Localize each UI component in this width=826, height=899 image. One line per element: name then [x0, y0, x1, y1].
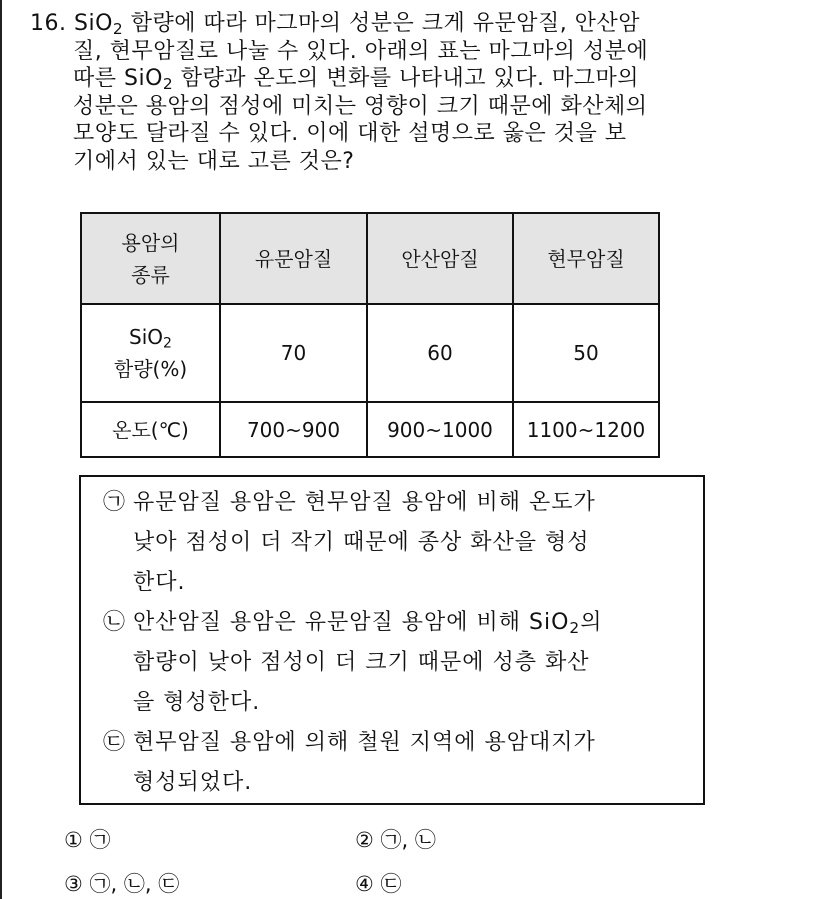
choice-3[interactable]: ③ ㉠, ㉡, ㉢ [64, 872, 180, 896]
table-cell: 50 [513, 304, 659, 402]
table-row [81, 304, 659, 402]
table-cell: 1100~1200 [513, 402, 659, 457]
table-cell: 70 [220, 304, 367, 402]
question-line: 기에서 있는 대로 고른 것은? [73, 148, 355, 174]
magma-table [80, 212, 660, 458]
table-row-label: 온도(℃) [81, 402, 220, 457]
table-row-label: SiO$_2$ 함량(%) [81, 304, 220, 402]
table-cell: 700~900 [220, 402, 367, 457]
statement-text: 유문암질 용암은 현무암질 용암에 비해 온도가 낮아 점성이 더 작기 때문에 종상 화산을 형성 한다. [133, 490, 596, 595]
table-header-cell: 유문암질 [220, 213, 367, 304]
statement-b [103, 603, 703, 723]
table-row [81, 402, 659, 457]
statement-marker: ㉠ [103, 490, 127, 515]
table-header-label: 용암의 종류 [81, 213, 220, 304]
table-cell: 900~1000 [367, 402, 513, 457]
choice-2[interactable]: ② ㉠, ㉡ [355, 828, 436, 852]
question-line: 성분은 용암의 점성에 미치는 영향이 크기 때문에 화산체의 [73, 93, 648, 119]
question-line: 따른 SiO$_2$ 함량과 온도의 변화를 나타내고 있다. 마그마의 [73, 66, 639, 93]
statements-box [79, 475, 705, 805]
question-line: 모양도 달라질 수 있다. 이에 대한 설명으로 옳은 것을 보 [73, 121, 627, 146]
statement-marker: ㉡ [103, 610, 127, 635]
table-header-cell: 안산암질 [367, 213, 513, 304]
question-stem [30, 10, 790, 175]
table-header-row [81, 213, 659, 304]
page-left-border [0, 0, 2, 899]
choice-1[interactable]: ① ㉠ [64, 828, 111, 852]
question-line: 16. SiO$_2$ 함량에 따라 마그마의 성분은 크게 유문암질, 안산암 [30, 11, 640, 38]
statement-text: 안산암질 용암은 유문암질 용암에 비해 SiO$_2$의 함량이 낮아 점성이 더 크기 때문에 성층 화산 을 형성한다. [133, 610, 603, 715]
statement-text: 현무암질 용암에 의해 철원 지역에 용암대지가 형성되었다. [133, 730, 596, 795]
statement-marker: ㉢ [103, 730, 127, 755]
question-number: 16. [30, 11, 67, 36]
statement-c [103, 723, 703, 803]
question-line: 질, 현무암질로 나눌 수 있다. 아래의 표는 마그마의 성분에 [73, 38, 649, 64]
choice-4[interactable]: ④ ㉢ [355, 872, 402, 896]
table-header-cell: 현무암질 [513, 213, 659, 304]
table-cell: 60 [367, 304, 513, 402]
statement-a [103, 483, 703, 603]
